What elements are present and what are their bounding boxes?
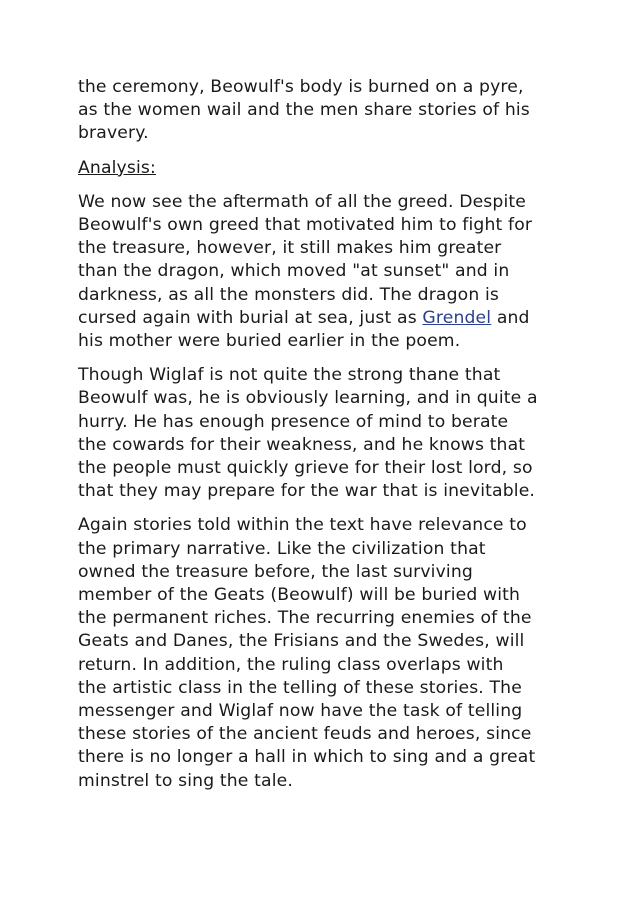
text-line: these stories of the ancient feuds and heroes, since	[78, 724, 532, 745]
grendel-link[interactable]: Grendel	[422, 307, 492, 328]
text-segment: cursed again with burial at sea, just as	[78, 307, 423, 328]
intro-paragraph	[78, 76, 564, 146]
text-line: Again stories told within the text have relevance to	[78, 515, 527, 536]
text-line: than the dragon, which moved "at sunset" and in	[78, 261, 510, 282]
text-line: Beowulf's own greed that motivated him to fight for	[78, 215, 533, 236]
text-line: bravery.	[78, 123, 149, 144]
text-line: return. In addition, the ruling class overlaps with	[78, 654, 504, 675]
text-line: Though Wiglaf is not quite the strong thane that	[78, 365, 501, 386]
text-line: the primary narrative. Like the civilization that	[78, 538, 486, 559]
text-line: owned the treasure before, the last surviving	[78, 561, 473, 582]
text-line: the treasure, however, it still makes him greater	[78, 238, 502, 259]
text-line: messenger and Wiglaf now have the task of telling	[78, 701, 523, 722]
text-line: Geats and Danes, the Frisians and the Swedes, will	[78, 631, 525, 652]
text-line: the permanent riches. The recurring enemies of the	[78, 608, 532, 629]
text-line: his mother were buried earlier in the poem.	[78, 331, 461, 352]
text-line: as the women wail and the men share stories of his	[78, 100, 530, 121]
text-line: the cowards for their weakness, and he knows that	[78, 434, 526, 455]
text-line: there is no longer a hall in which to sing and a great	[78, 747, 536, 768]
text-line: We now see the aftermath of all the greed. Despite	[78, 191, 527, 212]
text-line: minstrel to sing the tale.	[78, 770, 293, 791]
analysis-paragraph-1	[78, 191, 564, 353]
text-line: the people must quickly grieve for their lost lord, so	[78, 458, 533, 479]
analysis-paragraph-3	[78, 514, 564, 792]
text-line: the ceremony, Beowulf's body is burned on a pyre,	[78, 77, 524, 97]
analysis-heading: Analysis:	[78, 157, 156, 178]
text-line: member of the Geats (Beowulf) will be buried with	[78, 585, 521, 606]
text-line: the artistic class in the telling of these stories. The	[78, 677, 522, 698]
text-line: darkness, as all the monsters did. The dragon is	[78, 284, 500, 305]
text-line-with-link	[78, 307, 564, 330]
text-line: Beowulf was, he is obviously learning, and in quite a	[78, 388, 538, 409]
text-line: that they may prepare for the war that is inevitable.	[78, 481, 536, 502]
document-page	[78, 76, 564, 804]
text-segment: and	[491, 307, 530, 328]
text-line: hurry. He has enough presence of mind to berate	[78, 411, 509, 432]
analysis-paragraph-2	[78, 364, 564, 503]
